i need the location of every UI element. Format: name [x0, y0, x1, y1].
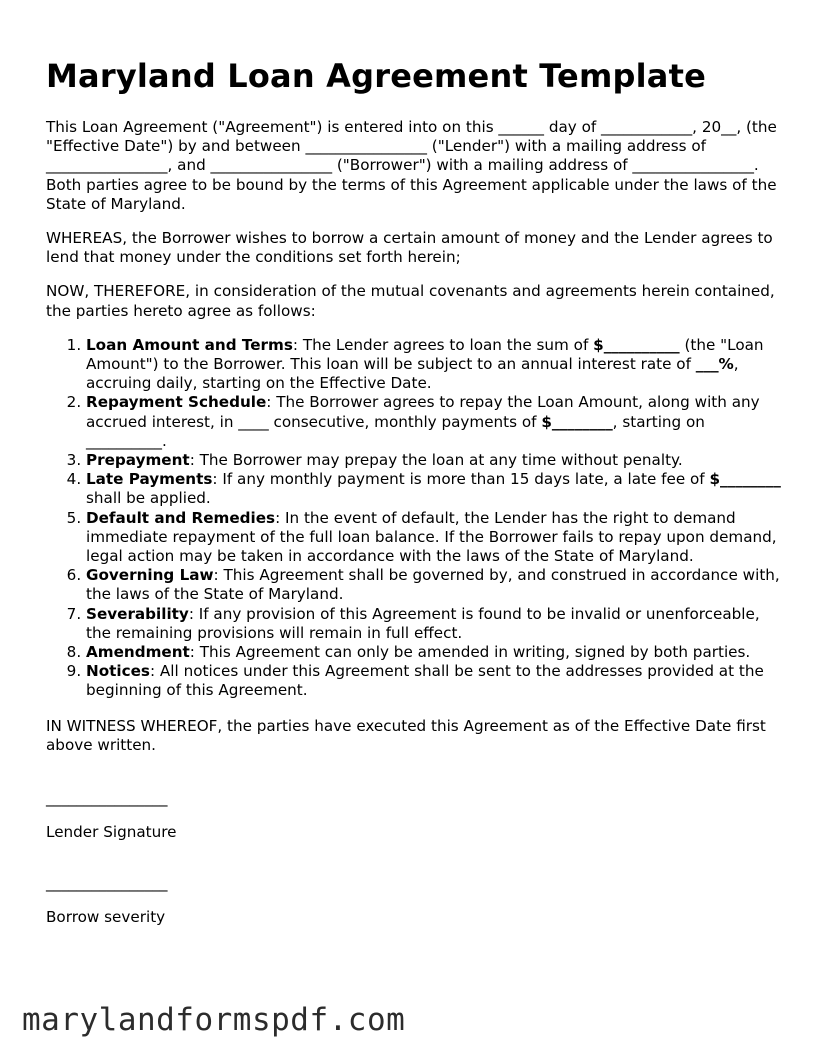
- clause-heading: Governing Law: [86, 566, 214, 585]
- whereas-paragraph: WHEREAS, the Borrower wishes to borrow a certain amount of money and the Lender agrees to lend that money under the conditions set forth herein;: [46, 229, 773, 267]
- clause-severability: 7. Severability: If any provision of this Agreement is found to be invalid or unenforceable, the remaining provisions will remain in full effect.: [86, 605, 786, 643]
- site-watermark: marylandformspdf.com: [22, 1002, 406, 1038]
- document-title: Maryland Loan Agreement Template: [46, 57, 706, 95]
- document-page: [46, 56, 786, 927]
- clause-heading: Default and Remedies: [86, 508, 276, 527]
- clause-heading: Loan Amount and Terms: [86, 335, 293, 354]
- clause-list: [46, 336, 786, 701]
- clause-heading: Repayment Schedule: [86, 393, 267, 412]
- now-therefore-paragraph: NOW, THEREFORE, in consideration of the mutual covenants and agreements herein contained, the parties hereto agree as follows:: [46, 282, 775, 320]
- borrower-signature-label: Borrow severity: [46, 908, 166, 927]
- clause-late-payments: 4. Late Payments: If any monthly payment is more than 15 days late, a late fee of $________ shall be applied.: [86, 470, 786, 508]
- intro-paragraph: This Loan Agreement ("Agreement") is entered into on this ______ day of ____________, 20__, (the "Effective Date") by and between ________________ ("Lender") with a mailing address of ________________, and ________________ ("Borrower") with a mailing address of ________________. Both parties agree to be bound by the terms of this Agreement applicable under the laws of the State of Maryland.: [46, 118, 777, 213]
- lender-signature-line[interactable]: ________________: [46, 789, 168, 808]
- clause-repayment-schedule: 2. Repayment Schedule: The Borrower agrees to repay the Loan Amount, along with any accrued interest, in ____ consecutive, monthly payments of $________, starting on __________.: [86, 393, 786, 451]
- clause-default-remedies: 5. Default and Remedies: In the event of default, the Lender has the right to demand immediate repayment of the full loan balance. If the Borrower fails to repay upon demand, legal action may be taken in accordance with the laws of the State of Maryland.: [86, 509, 786, 567]
- blank-late-fee: $________: [709, 470, 781, 489]
- lender-signature-label: Lender Signature: [46, 823, 177, 842]
- clause-governing-law: 6. Governing Law: This Agreement shall be governed by, and construed in accordance with, the laws of the State of Maryland.: [86, 566, 786, 604]
- clause-heading: Notices: [86, 662, 150, 681]
- signature-block: [46, 789, 786, 927]
- clause-heading: Prepayment: [86, 451, 190, 470]
- witness-paragraph: IN WITNESS WHEREOF, the parties have executed this Agreement as of the Effective Date first above written.: [46, 716, 766, 754]
- blank-interest-rate: ___%: [695, 355, 734, 374]
- blank-monthly-payment: $________: [541, 412, 613, 431]
- borrower-signature-line[interactable]: ________________: [46, 874, 168, 893]
- blank-loan-amount: $__________: [593, 335, 680, 354]
- clause-heading: Late Payments: [86, 470, 213, 489]
- clause-notices: 9. Notices: All notices under this Agreement shall be sent to the addresses provided at the beginning of this Agreement.: [86, 662, 786, 700]
- clause-heading: Amendment: [86, 643, 190, 662]
- clause-heading: Severability: [86, 604, 189, 623]
- clause-prepayment: 3. Prepayment: The Borrower may prepay the loan at any time without penalty.: [86, 451, 786, 470]
- clause-amendment: 8. Amendment: This Agreement can only be amended in writing, signed by both parties.: [86, 643, 786, 662]
- clause-loan-amount: 1. Loan Amount and Terms: The Lender agrees to loan the sum of $__________ (the "Loan Amount") to the Borrower. This loan will be subject to an annual interest rate of ___%, accruing daily, starting on the Effective Date.: [86, 336, 786, 394]
